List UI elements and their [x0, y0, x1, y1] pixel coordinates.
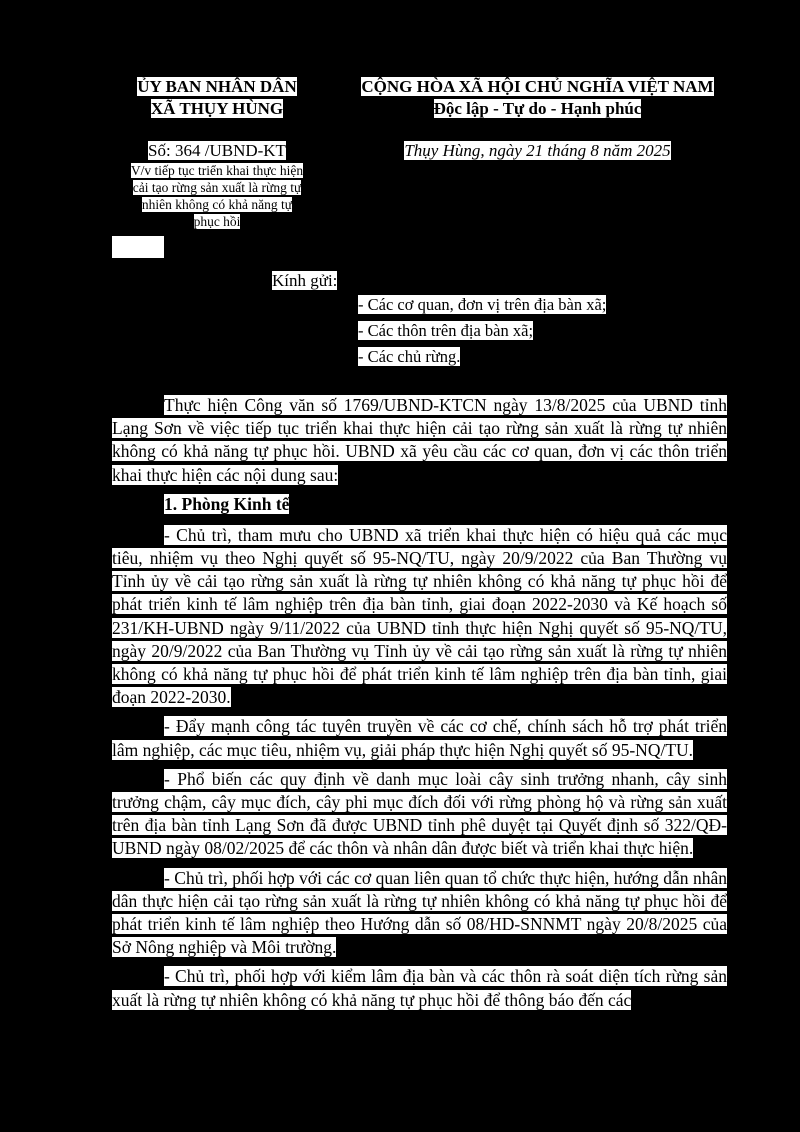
recipient-list: [358, 292, 606, 370]
document-body: [112, 394, 727, 1018]
subject-line: nhiên không có khả năng tự: [141, 197, 293, 212]
authority-line-2: XÃ THỤY HÙNG: [150, 99, 284, 118]
place-date-block: [345, 140, 730, 162]
place-date: Thụy Hùng, ngày 21 tháng 8 năm 2025: [404, 141, 671, 160]
section-heading: [164, 493, 727, 516]
task-paragraph: [112, 965, 727, 1011]
national-title: [345, 76, 730, 120]
subject-line: phục hồi: [193, 214, 241, 229]
task-paragraph: [112, 524, 727, 710]
section-title: 1. Phòng Kinh tế: [164, 493, 290, 514]
task-text: - Đẩy mạnh công tác tuyên truyền về các cơ chế, chính sách hỗ trợ phát triển lâm nghiệp, các mục tiêu, nhiệm vụ, giải pháp thực hiện Nghị quyết số 95-NQ/TU.: [112, 716, 727, 760]
nation-name: CỘNG HÒA XÃ HỘI CHỦ NGHĨA VIỆT NAM: [361, 77, 714, 96]
national-motto: Độc lập - Tự do - Hạnh phúc: [433, 99, 642, 118]
subject-line: V/v tiếp tục triển khai thực hiện: [130, 163, 304, 178]
recipient-text: - Các chủ rừng.: [358, 347, 461, 366]
document-number-block: [112, 140, 322, 162]
recipient-text: - Các cơ quan, đơn vị trên địa bàn xã;: [358, 295, 607, 314]
recipient-text: - Các thôn trên địa bàn xã;: [358, 321, 534, 340]
task-text: - Chủ trì, tham mưu cho UBND xã triển khai thực hiện có hiệu quả các mục tiêu, nhiệm vụ theo Nghị quyết số 95-NQ/TU, ngày 20/9/2022 của Ban Thường vụ Tỉnh ủy về cải tạo rừng sản xuất là rừng tự nhiên không có khả năng tự phục hồi để phát triển kinh tế lâm nghiệp trên địa bàn tỉnh, giai đoạn 2022-2030 và Kế hoạch số 231/KH-UBND ngày 9/11/2022 của UBND tỉnh thực hiện Nghị quyết số 95-NQ/TU, ngày 20/9/2022 của Ban Thường vụ Tỉnh ủy về cải tạo rừng sản xuất là rừng tự nhiên không có khả năng tự phục hồi để phát triển kinh tế lâm nghiệp trên địa bàn tỉnh, giai đoạn 2022-2030.: [112, 524, 727, 708]
blank-highlight-box: [112, 236, 164, 258]
task-paragraph: [112, 867, 727, 960]
document-number: Số: 364 /UBND-KT: [148, 141, 286, 160]
document-subject: [112, 162, 322, 230]
task-text: - Phổ biến các quy định về danh mục loài cây sinh trưởng nhanh, cây sinh trưởng chậm, cây mục đích, cây phi mục đích đối với rừng phòng hộ và rừng sản xuất trên địa bàn tỉnh Lạng Sơn đã được UBND tỉnh phê duyệt tại Quyết định số 322/QĐ-UBND ngày 08/02/2025 để các thôn và nhân dân được biết và triển khai thực hiện.: [112, 768, 727, 859]
task-paragraph: [112, 768, 727, 861]
task-text: - Chủ trì, phối hợp với kiểm lâm địa bàn và các thôn rà soát diện tích rừng sản xuất là rừng tự nhiên không có khả năng tự phục hồi để thông báo đến các: [112, 966, 727, 1010]
intro-paragraph: [112, 394, 727, 487]
recipient-item: [358, 292, 606, 318]
salutation-block: [272, 270, 337, 292]
issuing-authority: [112, 76, 322, 120]
task-paragraph: [112, 715, 727, 761]
recipient-item: [358, 344, 606, 370]
task-text: - Chủ trì, phối hợp với các cơ quan liên quan tổ chức thực hiện, hướng dẫn nhân dân thực hiện cải tạo rừng sản xuất là rừng tự nhiên không có khả năng tự phục hồi để phát triển kinh tế lâm nghiệp theo Hướng dẫn số 08/HD-SNNMT ngày 20/8/2025 của Sở Nông nghiệp và Môi trường.: [112, 867, 727, 958]
subject-line: cải tạo rừng sản xuất là rừng tự: [132, 180, 302, 195]
intro-text: Thực hiện Công văn số 1769/UBND-KTCN ngày 13/8/2025 của UBND tỉnh Lạng Sơn về việc tiếp tục triển khai thực hiện cải tạo rừng sản xuất là rừng tự nhiên không có khả năng tự phục hồi. UBND xã yêu cầu các cơ quan, đơn vị các thôn triển khai thực hiện các nội dung sau:: [112, 395, 727, 485]
salutation: Kính gửi:: [272, 271, 338, 290]
recipient-item: [358, 318, 606, 344]
authority-line-1: ỦY BAN NHÂN DÂN: [137, 77, 297, 96]
